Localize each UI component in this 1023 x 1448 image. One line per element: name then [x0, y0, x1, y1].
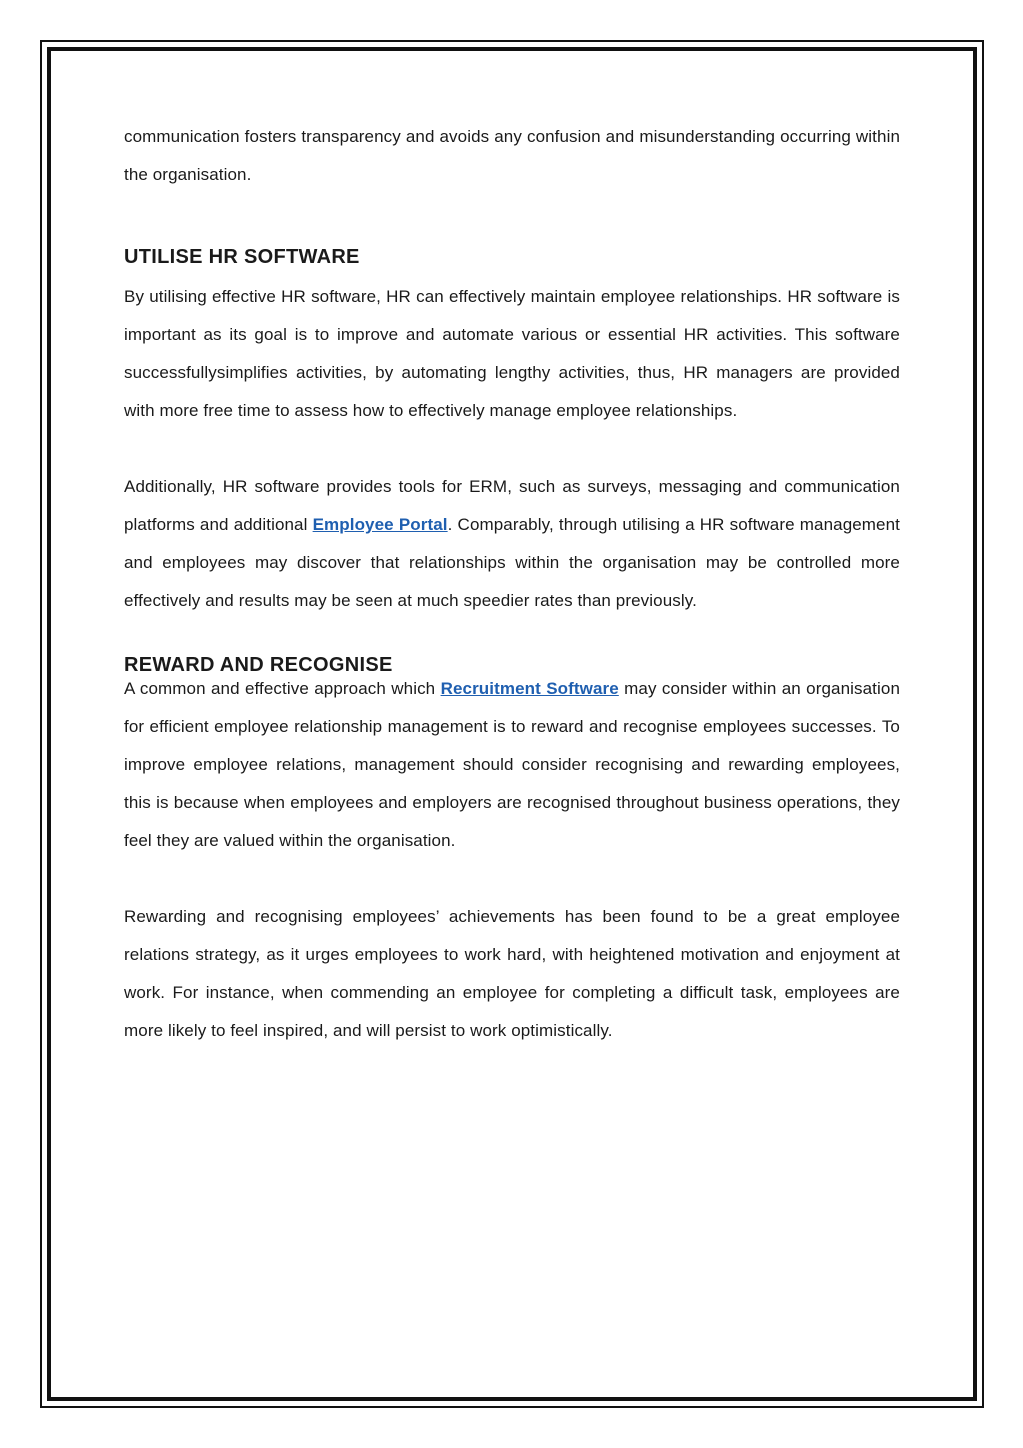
reward-paragraph-2: Rewarding and recognising employees’ achievements has been found to be a great employee relations strategy, as it urges employees to work hard, with heightened motivation and enjoyment at work. For instance, when commending an employee for completing a difficult task, employees are more likely to feel inspired, and will persist to work optimistically. [124, 907, 900, 1040]
utilise-paragraph-2-text-after: . Comparably, through utilising a HR software management and employees may discover that relationships within the organisation may be controlled more effectively and results may be seen at much speedier rates than previously. [124, 515, 900, 610]
utilise-paragraph-1: By utilising effective HR software, HR can effectively maintain employee relationships. HR software is important as its goal is to improve and automate various or essential HR activities. This software successfullysimplifies activities, by automating lengthy activities, thus, HR managers are provided with more free time to assess how to effectively manage employee relationships. [124, 287, 900, 420]
utilise-paragraph-2 [124, 468, 900, 620]
section-heading-reward-and-recognise: REWARD AND RECOGNISE [124, 654, 393, 676]
employee-portal-link[interactable]: Employee Portal [312, 515, 448, 534]
utilise-paragraph-2-text-before: Additionally, HR software provides tools for ERM, such as surveys, messaging and communication platforms and additional [124, 477, 900, 534]
reward-paragraph-1-text-after: may consider within an organisation for efficient employee relationship management is to reward and recognise employees successes. To improve employee relations, management should consider recognising and rewarding employees, this is because when employees and employers are recognised throughout business operations, they feel they are valued within the organisation. [124, 679, 900, 850]
recruitment-software-link[interactable]: Recruitment Software [440, 679, 619, 698]
reward-paragraph-1 [124, 670, 900, 860]
reward-paragraph-1-text-before: A common and effective approach which [124, 679, 441, 698]
document-body [124, 118, 900, 1050]
section-heading-utilise-hr-software: UTILISE HR SOFTWARE [124, 246, 360, 268]
intro-paragraph: communication fosters transparency and avoids any confusion and misunderstanding occurring within the organisation. [124, 127, 900, 184]
